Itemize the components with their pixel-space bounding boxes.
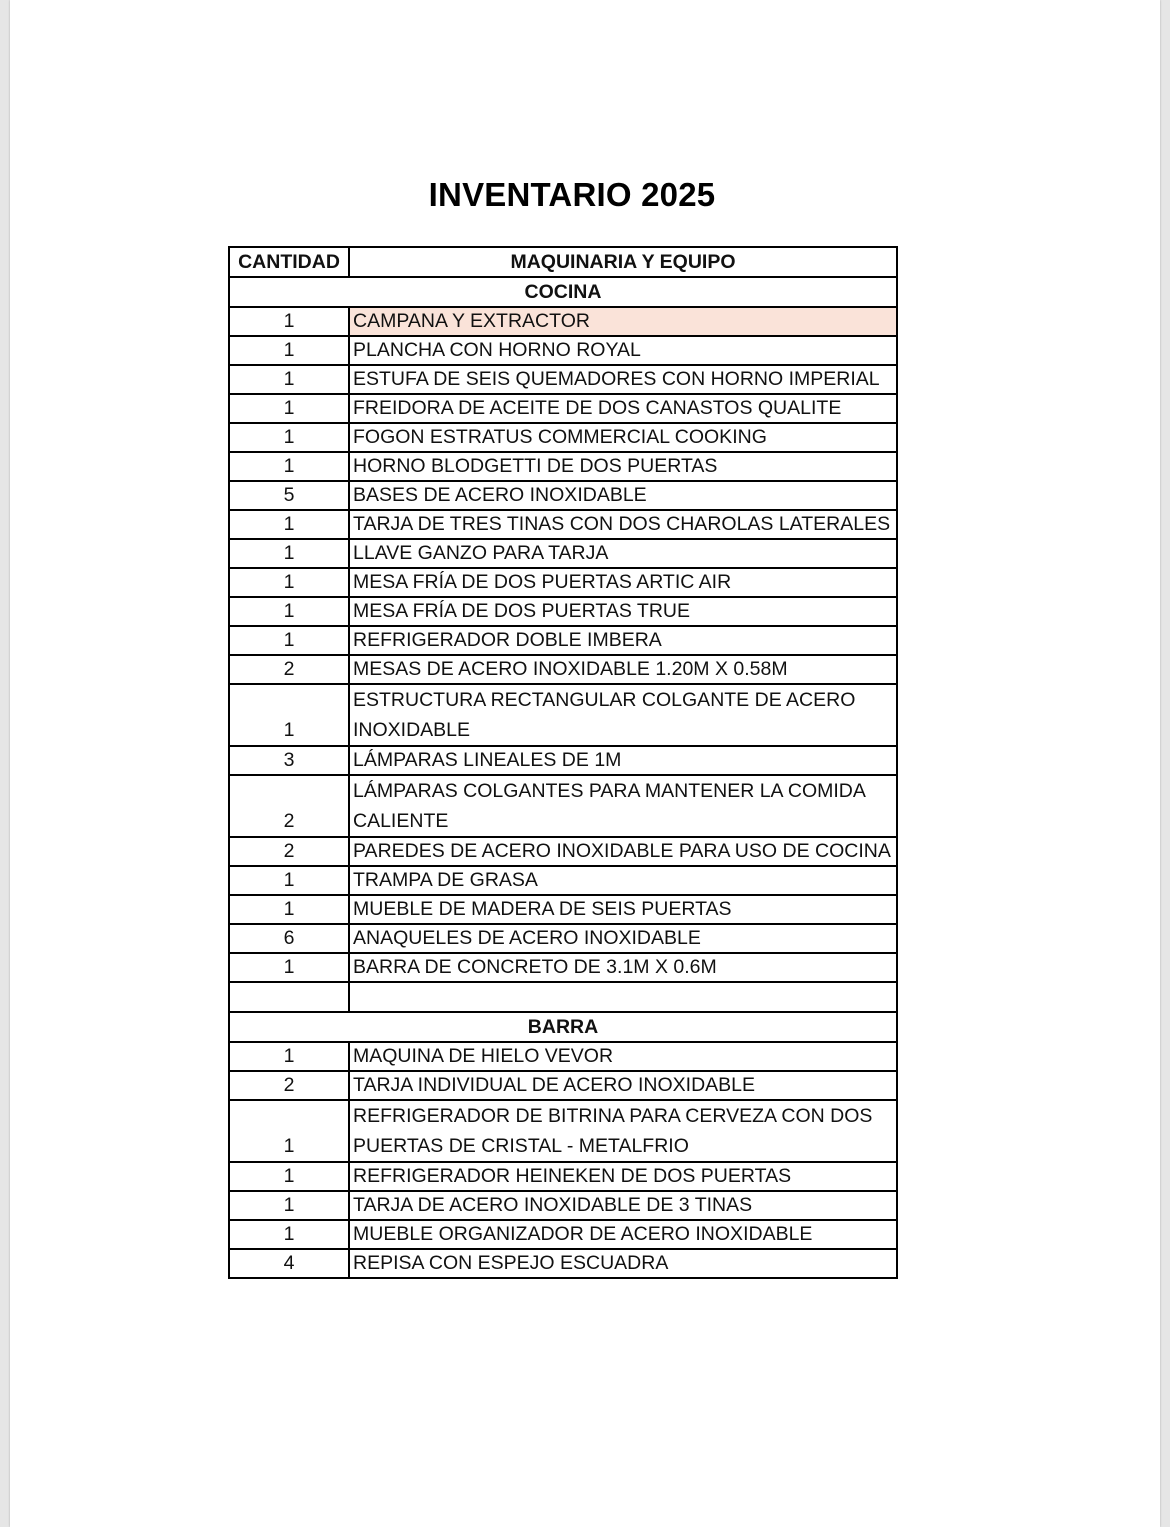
table-row (229, 568, 897, 597)
table-row (229, 746, 897, 775)
qty-cell: 1 (229, 1042, 349, 1071)
qty-cell: 2 (229, 837, 349, 866)
qty-cell: 2 (229, 775, 349, 837)
table-row (229, 775, 897, 837)
qty-cell: 1 (229, 394, 349, 423)
item-name-cell: REFRIGERADOR DOBLE IMBERA (349, 626, 897, 655)
empty-cell (229, 982, 349, 1012)
table-row (229, 1042, 897, 1071)
document-page (10, 0, 1160, 1527)
qty-cell: 1 (229, 953, 349, 982)
section-label: COCINA (229, 277, 897, 307)
table-row (229, 510, 897, 539)
table-row (229, 394, 897, 423)
qty-cell: 6 (229, 924, 349, 953)
empty-row (229, 982, 897, 1012)
table-row (229, 866, 897, 895)
qty-cell: 1 (229, 452, 349, 481)
table-row (229, 924, 897, 953)
qty-cell: 3 (229, 746, 349, 775)
item-name-cell: MESAS DE ACERO INOXIDABLE 1.20M X 0.58M (349, 655, 897, 684)
table-row (229, 1191, 897, 1220)
header-cantidad: CANTIDAD (229, 247, 349, 277)
qty-cell: 1 (229, 1220, 349, 1249)
table-row (229, 336, 897, 365)
item-name-cell: LLAVE GANZO PARA TARJA (349, 539, 897, 568)
item-name-cell: FOGON ESTRATUS COMMERCIAL COOKING (349, 423, 897, 452)
table-row (229, 597, 897, 626)
qty-cell: 1 (229, 1162, 349, 1191)
table-row (229, 1071, 897, 1100)
item-name-cell: ESTUFA DE SEIS QUEMADORES CON HORNO IMPERIAL (349, 365, 897, 394)
section-row-cocina (229, 277, 897, 307)
table-row (229, 452, 897, 481)
table-row (229, 837, 897, 866)
qty-cell: 1 (229, 597, 349, 626)
item-name-cell: LÁMPARAS LINEALES DE 1M (349, 746, 897, 775)
qty-cell: 1 (229, 336, 349, 365)
page-title: INVENTARIO 2025 (428, 176, 716, 213)
qty-cell: 2 (229, 1071, 349, 1100)
item-name-cell: LÁMPARAS COLGANTES PARA MANTENER LA COMIDA CALIENTE (349, 775, 897, 837)
item-name-cell: PLANCHA CON HORNO ROYAL (349, 336, 897, 365)
item-name-cell: FREIDORA DE ACEITE DE DOS CANASTOS QUALITE (349, 394, 897, 423)
table-row (229, 423, 897, 452)
qty-cell: 1 (229, 1191, 349, 1220)
item-name-cell: ESTRUCTURA RECTANGULAR COLGANTE DE ACERO INOXIDABLE (349, 684, 897, 746)
item-name-cell: REFRIGERADOR DE BITRINA PARA CERVEZA CON DOS PUERTAS DE CRISTAL - METALFRIO (349, 1100, 897, 1162)
item-name-cell: ANAQUELES DE ACERO INOXIDABLE (349, 924, 897, 953)
qty-cell: 1 (229, 626, 349, 655)
item-name-cell: MESA FRÍA DE DOS PUERTAS TRUE (349, 597, 897, 626)
table-row (229, 1162, 897, 1191)
qty-cell: 1 (229, 539, 349, 568)
item-name-cell: CAMPANA Y EXTRACTOR (349, 307, 897, 336)
item-name-cell: TARJA DE TRES TINAS CON DOS CHAROLAS LATERALES (349, 510, 897, 539)
empty-cell (349, 982, 897, 1012)
qty-cell: 1 (229, 423, 349, 452)
table-row (229, 626, 897, 655)
table-row (229, 953, 897, 982)
qty-cell: 2 (229, 655, 349, 684)
header-maquinaria: MAQUINARIA Y EQUIPO (349, 247, 897, 277)
qty-cell: 1 (229, 510, 349, 539)
table-row (229, 1249, 897, 1278)
item-name-cell: BARRA DE CONCRETO DE 3.1M X 0.6M (349, 953, 897, 982)
table-row (229, 655, 897, 684)
qty-cell: 5 (229, 481, 349, 510)
qty-cell: 1 (229, 307, 349, 336)
inventory-table (228, 246, 898, 1279)
item-name-cell: TRAMPA DE GRASA (349, 866, 897, 895)
qty-cell: 4 (229, 1249, 349, 1278)
item-name-cell: MESA FRÍA DE DOS PUERTAS ARTIC AIR (349, 568, 897, 597)
table-row (229, 1100, 897, 1162)
item-name-cell: TARJA INDIVIDUAL DE ACERO INOXIDABLE (349, 1071, 897, 1100)
section-row-barra (229, 1012, 897, 1042)
table-row (229, 365, 897, 394)
table-row (229, 481, 897, 510)
qty-cell: 1 (229, 568, 349, 597)
item-name-cell: REPISA CON ESPEJO ESCUADRA (349, 1249, 897, 1278)
table-row (229, 684, 897, 746)
qty-cell: 1 (229, 895, 349, 924)
header-row (229, 247, 897, 277)
qty-cell: 1 (229, 866, 349, 895)
item-name-cell: MUEBLE DE MADERA DE SEIS PUERTAS (349, 895, 897, 924)
item-name-cell: HORNO BLODGETTI DE DOS PUERTAS (349, 452, 897, 481)
item-name-cell: REFRIGERADOR HEINEKEN DE DOS PUERTAS (349, 1162, 897, 1191)
item-name-cell: PAREDES DE ACERO INOXIDABLE PARA USO DE COCINA (349, 837, 897, 866)
table-row (229, 1220, 897, 1249)
section-label: BARRA (229, 1012, 897, 1042)
table-row (229, 539, 897, 568)
item-name-cell: TARJA DE ACERO INOXIDABLE DE 3 TINAS (349, 1191, 897, 1220)
item-name-cell: MAQUINA DE HIELO VEVOR (349, 1042, 897, 1071)
qty-cell: 1 (229, 684, 349, 746)
item-name-cell: MUEBLE ORGANIZADOR DE ACERO INOXIDABLE (349, 1220, 897, 1249)
qty-cell: 1 (229, 365, 349, 394)
table-row (229, 895, 897, 924)
table-row (229, 307, 897, 336)
qty-cell: 1 (229, 1100, 349, 1162)
item-name-cell: BASES DE ACERO INOXIDABLE (349, 481, 897, 510)
inventory-body (229, 277, 897, 1278)
